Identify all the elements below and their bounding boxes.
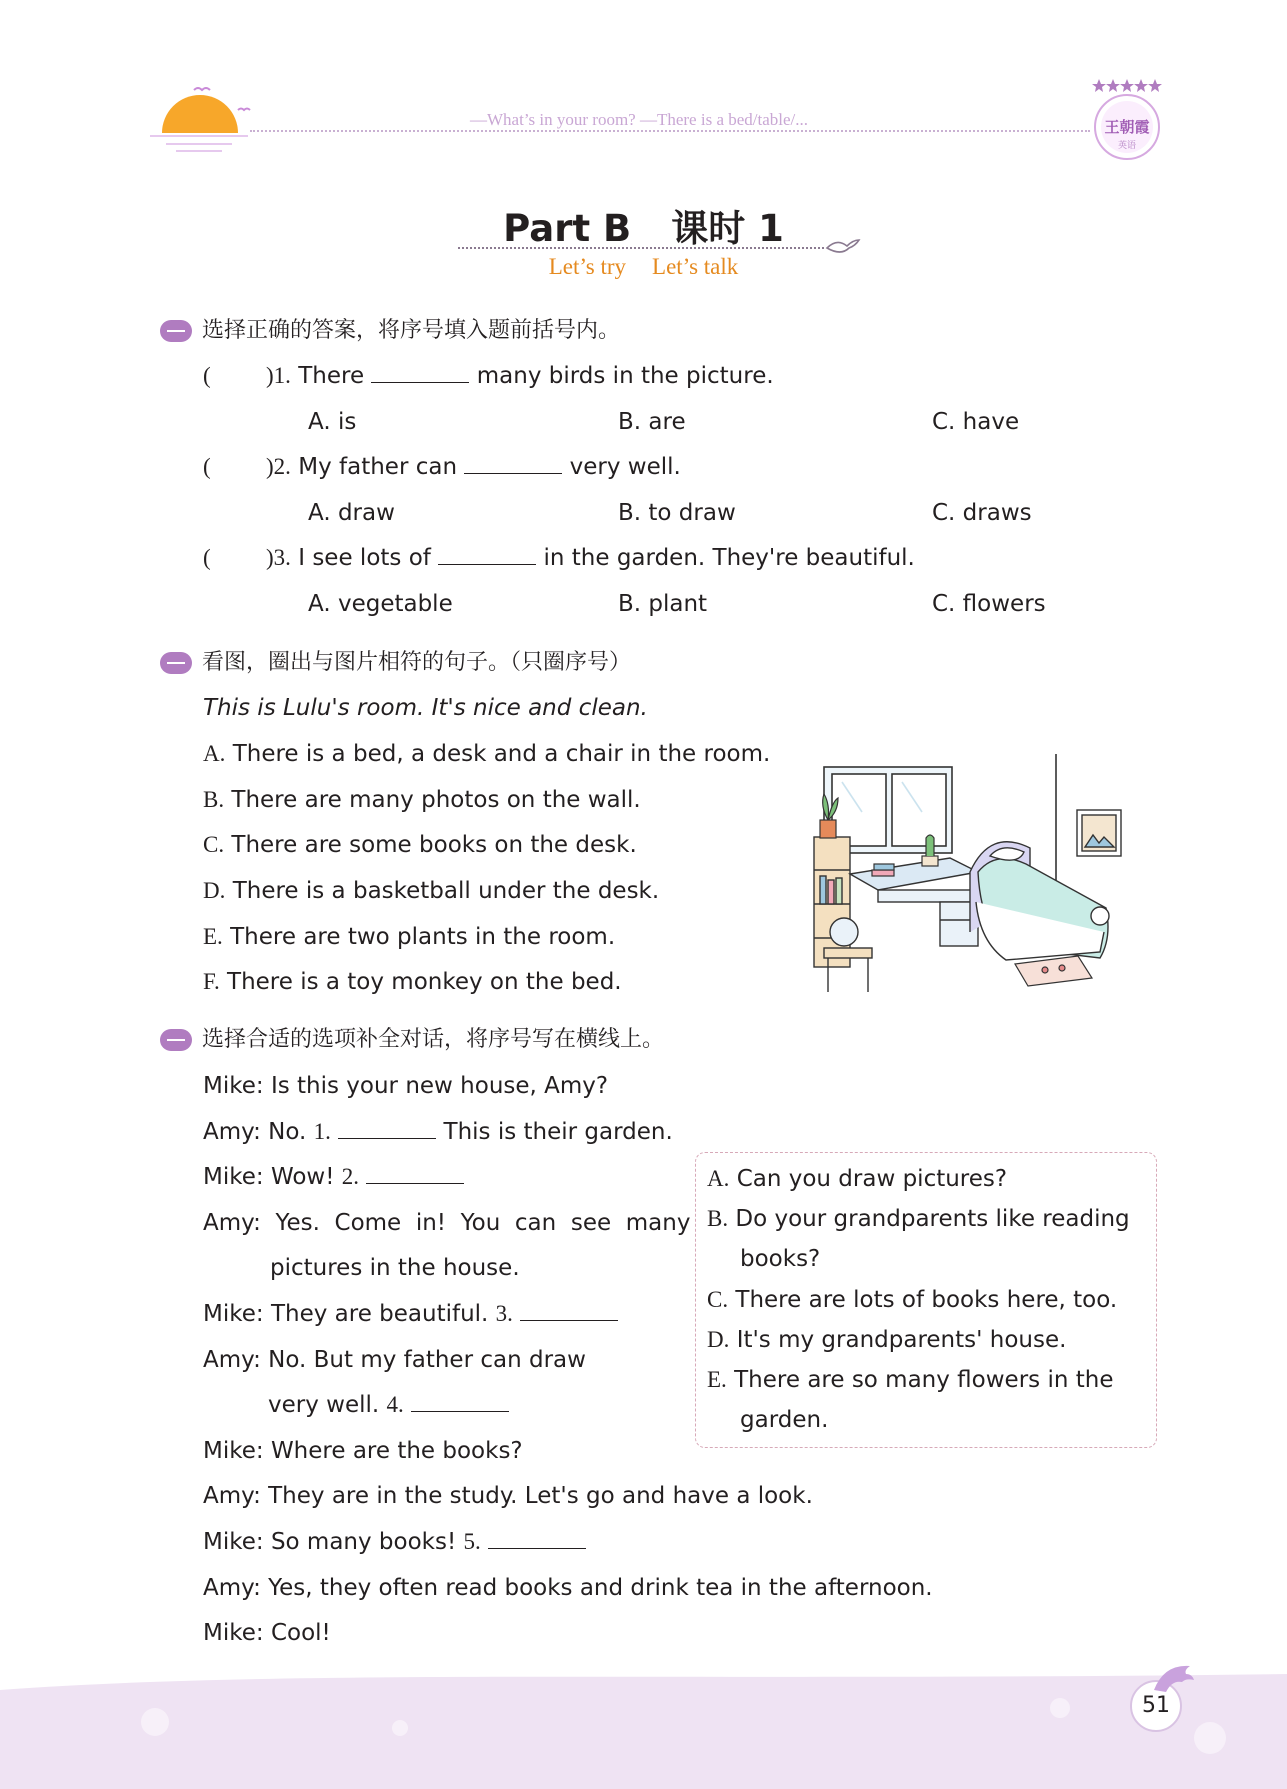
q3-after: in the garden. They're beautiful. <box>543 545 915 571</box>
dialogue-line-6: Mike: They are beautiful. 3. <box>203 1299 618 1329</box>
sentence-e[interactable]: E. There are two plants in the room. <box>203 924 616 950</box>
option-d: D. It's my grandparents' house. <box>707 1327 1067 1353</box>
bed <box>970 842 1109 960</box>
wall-photo <box>1077 810 1121 856</box>
q1-option-a: A. is <box>308 409 357 435</box>
dialogue-line-2: Amy: No. 1. This is their garden. <box>203 1119 673 1145</box>
title-dotted-line <box>458 247 824 249</box>
q3-option-c: C. flowers <box>932 591 1046 617</box>
option-b-cont: books? <box>740 1246 821 1272</box>
section1-badge <box>160 320 192 342</box>
sentence-f[interactable]: F. There is a toy monkey on the bed. <box>203 969 622 995</box>
q2-option-a: A. draw <box>308 500 395 526</box>
q3-blank[interactable] <box>438 545 536 565</box>
dialogue-line-8: very well. 4. <box>268 1390 509 1420</box>
q3-stem <box>266 543 915 573</box>
title-lesson: 课时 1 <box>671 207 784 250</box>
q1-paren: ( <box>203 363 211 388</box>
section1-instruction: 选择正确的答案，将序号填入题前括号内。 <box>202 318 621 343</box>
q2-option-b: B. to draw <box>618 500 736 526</box>
section3-instruction: 选择合适的选项补全对话，将序号写在横线上。 <box>202 1027 665 1052</box>
option-b: B. Do your grandparents like reading <box>707 1206 1130 1232</box>
q3-paren: ( <box>203 545 211 570</box>
room-illustration <box>800 752 1140 1007</box>
q2-blank[interactable] <box>464 454 562 474</box>
q2-paren: ( <box>203 454 211 479</box>
q2-before: My father can <box>298 454 458 480</box>
dialogue-line-9: Mike: Where are the books? <box>203 1438 523 1464</box>
q1-before: There <box>298 363 365 389</box>
q1-option-b: B. are <box>618 409 686 435</box>
sentence-d[interactable]: D. There is a basketball under the desk. <box>203 878 660 904</box>
dialogue-line-11: Mike: So many books! 5. <box>203 1527 586 1557</box>
section2-intro: This is Lulu's room. It's nice and clean. <box>203 695 648 721</box>
dialogue-blank-1[interactable] <box>338 1119 436 1139</box>
option-e: E. There are so many flowers in the <box>707 1367 1114 1393</box>
logo-sub: 英语 <box>1117 141 1136 151</box>
q2-option-c: C. draws <box>932 500 1032 526</box>
q2-number: )2. <box>266 454 291 479</box>
dialogue-line-1: Mike: Is this your new house, Amy? <box>203 1073 609 1099</box>
section2-instruction: 看图，圈出与图片相符的句子。（只圈序号） <box>202 650 632 675</box>
desk <box>850 858 978 946</box>
q1-number: )1. <box>266 363 291 388</box>
q1-option-c: C. have <box>932 409 1020 435</box>
q1-after: many birds in the picture. <box>476 363 774 389</box>
sentence-b[interactable]: B. There are many photos on the wall. <box>203 787 641 813</box>
dialogue-line-12: Amy: Yes, they often read books and drink tea in the afternoon. <box>203 1575 933 1601</box>
dialogue-line-10: Amy: They are in the study. Let's go and have a look. <box>203 1483 813 1509</box>
dialogue-line-7: Amy: No. But my father can draw <box>203 1347 586 1373</box>
sentence-a[interactable]: A. There is a bed, a desk and a chair in the room. <box>203 741 771 767</box>
sunset-icon <box>150 78 260 158</box>
dialogue-line-3: Mike: Wow! 2. <box>203 1162 464 1192</box>
subtitle-lets-try: Let’s try <box>548 254 627 279</box>
q3-option-b: B. plant <box>618 591 708 617</box>
q3-option-a: A. vegetable <box>308 591 453 617</box>
header-dotted-line <box>250 130 1090 132</box>
option-c: C. There are lots of books here, too. <box>707 1287 1118 1313</box>
page-title <box>0 198 1287 252</box>
section2-badge <box>160 652 192 674</box>
q2-after: very well. <box>569 454 681 480</box>
dialogue-line-4: Amy: Yes. Come in! You can see many <box>203 1210 691 1236</box>
q2-stem <box>266 452 681 482</box>
subtitle-lets-talk: Let’s talk <box>652 254 739 279</box>
logo-text: 王朝霞 <box>1104 118 1150 136</box>
publisher-logo <box>1088 78 1166 162</box>
dialogue-blank-3[interactable] <box>520 1301 618 1321</box>
option-e-cont: garden. <box>740 1407 829 1433</box>
chair <box>824 918 872 992</box>
dialogue-line-5: pictures in the house. <box>270 1255 520 1281</box>
books-on-desk <box>872 864 894 876</box>
header <box>0 0 1287 170</box>
dialogue-blank-2[interactable] <box>366 1164 464 1184</box>
page-number: 51 <box>1142 1693 1170 1718</box>
q1-blank[interactable] <box>371 363 469 383</box>
dialogue-blank-5[interactable] <box>488 1529 586 1549</box>
dialogue-line-13: Mike: Cool! <box>203 1620 331 1646</box>
rug <box>1015 956 1092 986</box>
q3-before: I see lots of <box>298 545 431 571</box>
dialogue-blank-4[interactable] <box>411 1392 509 1412</box>
sentence-c[interactable]: C. There are some books on the desk. <box>203 832 637 858</box>
running-title: —What’s in your room? —There is a bed/table/... <box>470 110 809 129</box>
footer-wave <box>0 1668 1287 1789</box>
title-part: Part B <box>503 207 632 250</box>
page-subtitle <box>0 254 1287 280</box>
q1-stem <box>266 361 774 391</box>
section3-badge <box>160 1029 192 1051</box>
q3-number: )3. <box>266 545 291 570</box>
option-a: A. Can you draw pictures? <box>707 1166 1008 1192</box>
